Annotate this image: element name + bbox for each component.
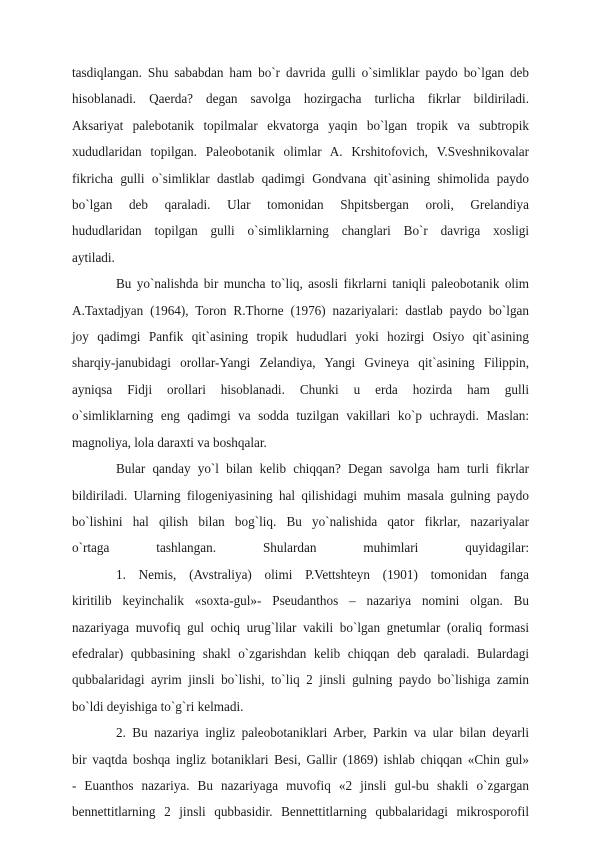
paragraph-1-line-7: hududlaridan topilgan gulli o`simliklarning changlari Bo`r davriga xosligi [72,223,529,239]
paragraph-1-line-8: aytiladi. [72,249,115,265]
paragraph-4-line-2: kiritilib keyinchalik «soxta-gul»- Pseudanthos – nazariya nomini olgan. Bu [72,593,529,609]
paragraph-4-line-3: nazariyaga muvofiq gul ochiq urug`lilar vakili bo`lgan gnetumlar (oraliq formasi [72,619,529,635]
paragraph-1-line-3: Aksariyat palebotanik topilmalar ekvatorga yaqin bo`lgan tropik va subtropik [72,117,529,133]
paragraph-2-line-1: Bu yo`nalishda bir muncha to`liq, asosli fikrlarni taniqli paleobotanik olim [116,276,529,292]
paragraph-5-line-4: bennettitlarning 2 jinsli qubbasidir. Bennettitlarning qubbalaridagi mikrosporofil [72,804,529,820]
paragraph-4-line-5: qubbalaridagi ayrim jinsli bo`lishi, to`liq 2 jinsli gulning paydo bo`lishiga zamin [72,672,529,688]
paragraph-5-line-3: - Euanthos nazariya. Bu nazariyaga muvofiq «2 jinsli gul-bu shakli o`zgargan [72,777,529,793]
paragraph-1-line-4: xududlaridan topilgan. Paleobotanik olimlar A. Krshitofovich, V.Sveshnikovalar [72,144,529,160]
paragraph-2-line-6: o`simliklarning eng qadimgi va sodda tuzilgan vakillari ko`p uchraydi. Maslan: [72,408,529,424]
paragraph-1-line-6: bo`lgan deb qaraladi. Ular tomonidan Shpitsbergan oroli, Grelandiya [72,197,529,213]
paragraph-1-line-1: tasdiqlangan. Shu sababdan ham bo`r davrida gulli o`simliklar paydo bo`lgan deb [72,65,529,80]
paragraph-4-line-4: efedralar) qubbasining shakl o`zgarishdan kelib chiqqan deb qaraladi. Bulardagi [72,645,529,661]
paragraph-1-line-2: hisoblanadi. Qaerda? degan savolga hozirgacha turlicha fikrlar bildiriladi. [72,91,529,107]
paragraph-4-line-6: bo`ldi deyishiga to`g`ri kelmadi. [72,698,244,714]
paragraph-3-line-3: bo`lishini hal qilish bilan bog`liq. Bu yo`nalishida qator fikrlar, nazariyalar [72,513,529,529]
paragraph-2-line-7: magnoliya, lola daraxti va boshqalar. [72,434,267,450]
paragraph-3-line-4: o`rtaga tashlangan. Shulardan muhimlari quyidagilar: [72,540,529,556]
paragraph-2-line-3: joy qadimgi Panfik qit`asining tropik hududlari yoki hozirgi Osiyo qit`asining [72,329,529,345]
paragraph-5-line-2: bir vaqtda boshqa ingliz botaniklari Besi, Gallir (1869) ishlab chiqqan «Chin gul» [72,751,529,767]
paragraph-3-line-1: Bular qanday yo`l bilan kelib chiqqan? Degan savolga ham turli fikrlar [116,461,529,477]
paragraph-4-line-1: 1. Nemis, (Avstraliya) olimi P.Vettshteyn (1901) tomonidan fanga [116,566,529,582]
document-body [72,60,529,826]
paragraph-3-line-2: bildiriladi. Ularning filogeniyasining hal qilishidagi muhim masala gulning paydo [72,487,529,503]
paragraph-5-line-1: 2. Bu nazariya ingliz paleobotaniklari Arber, Parkin va ular bilan deyarli [116,725,529,741]
paragraph-2-line-2: A.Taxtadjyan (1964), Toron R.Thorne (1976) nazariyalari: dastlab paydo bo`lgan [72,302,529,318]
paragraph-1-line-5: fikricha gulli o`simliklar dastlab qadimgi Gondvana qit`asining shimolida paydo [72,170,529,186]
paragraph-2-line-5: ayniqsa Fidji orollari hisoblanadi. Chunki u erda hozirda ham gulli [72,381,529,397]
paragraph-2-line-4: sharqiy-janubidagi orollar-Yangi Zelandiya, Yangi Gvineya qit`asining Filippin, [72,355,529,371]
